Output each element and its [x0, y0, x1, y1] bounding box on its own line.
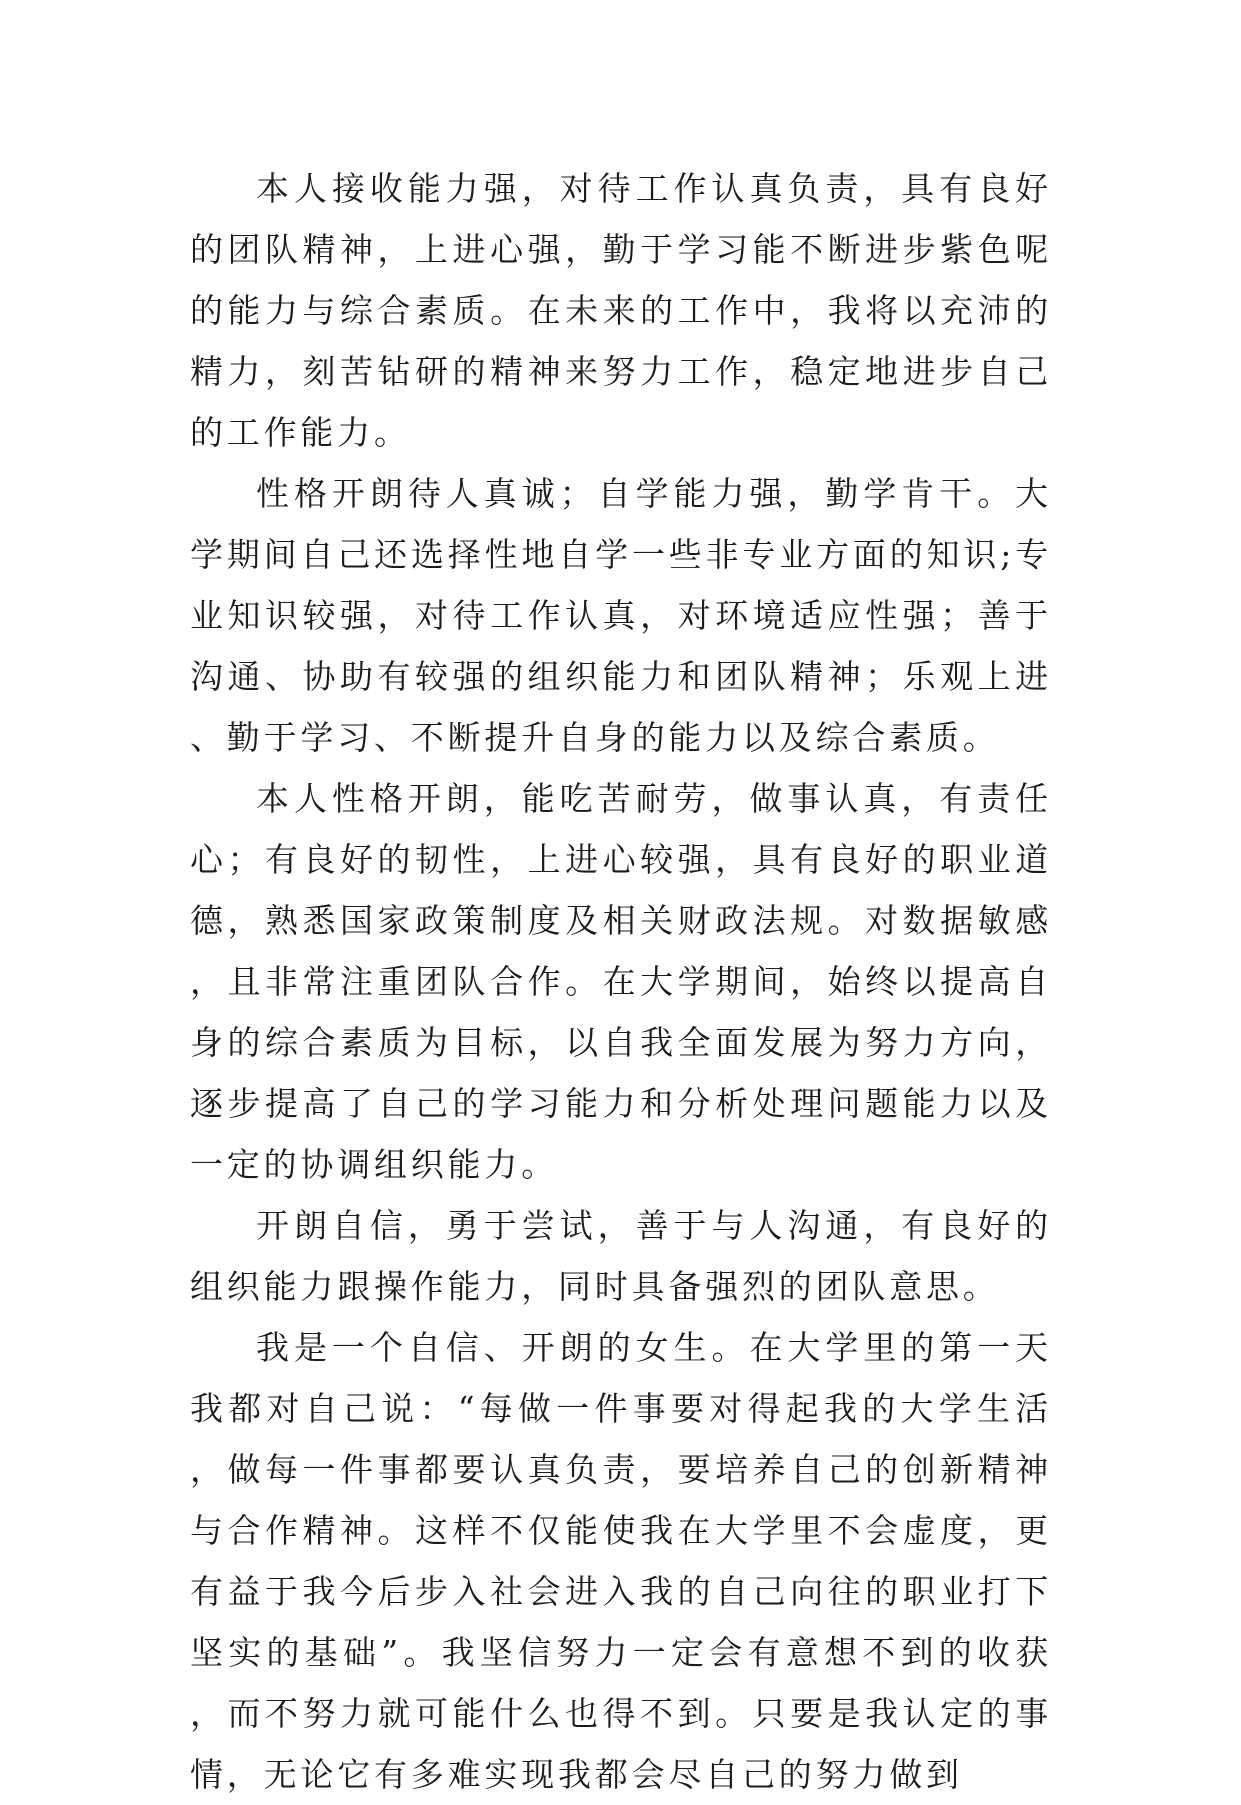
paragraph-3: 本人性格开朗，能吃苦耐劳，做事认真，有责任心；有良好的韧性，上进心较强，具有良好的职业道德，熟悉国家政策制度及相关财政法规。对数据敏感，且非常注重团队合作。在大学期间，始终以提高自身的综合素质为目标，以自我全面发展为努力方向，逐步提高了自己的学习能力和分析处理问题能力以及一定的协调组织能力。	[190, 779, 1052, 1184]
paragraph-5: 我是一个自信、开朗的女生。在大学里的第一天我都对自己说：“每做一件事要对得起我的大学生活，做每一件事都要认真负责，要培养自己的创新精神与合作精神。这样不仅能使我在大学里不会虚度，更有益于我今后步入社会进入我的自己向往的职业打下坚实的基础”。我坚信努力一定会有意想不到的收获，而不努力就可能什么也得不到。只要是我认定的事情，无论它有多难实现我都会尽自己的努力做到	[190, 1328, 1052, 1794]
paragraph-2: 性格开朗待人真诚；自学能力强，勤学肯干。大学期间自己还选择性地自学一些非专业方面的知识;专业知识较强，对待工作认真，对环境适应性强；善于沟通、协助有较强的组织能力和团队精神；乐观上进、勤于学习、不断提升自身的能力以及综合素质。	[190, 474, 1052, 757]
paragraph-4: 开朗自信，勇于尝试，善于与人沟通，有良好的组织能力跟操作能力，同时具备强烈的团队意思。	[190, 1206, 1052, 1306]
document-body	[190, 158, 1052, 1805]
paragraph-1: 本人接收能力强，对待工作认真负责，具有良好的团队精神，上进心强，勤于学习能不断进步紫色呢的能力与综合素质。在未来的工作中，我将以充沛的精力，刻苦钻研的精神来努力工作，稳定地进步自己的工作能力。	[190, 169, 1052, 452]
